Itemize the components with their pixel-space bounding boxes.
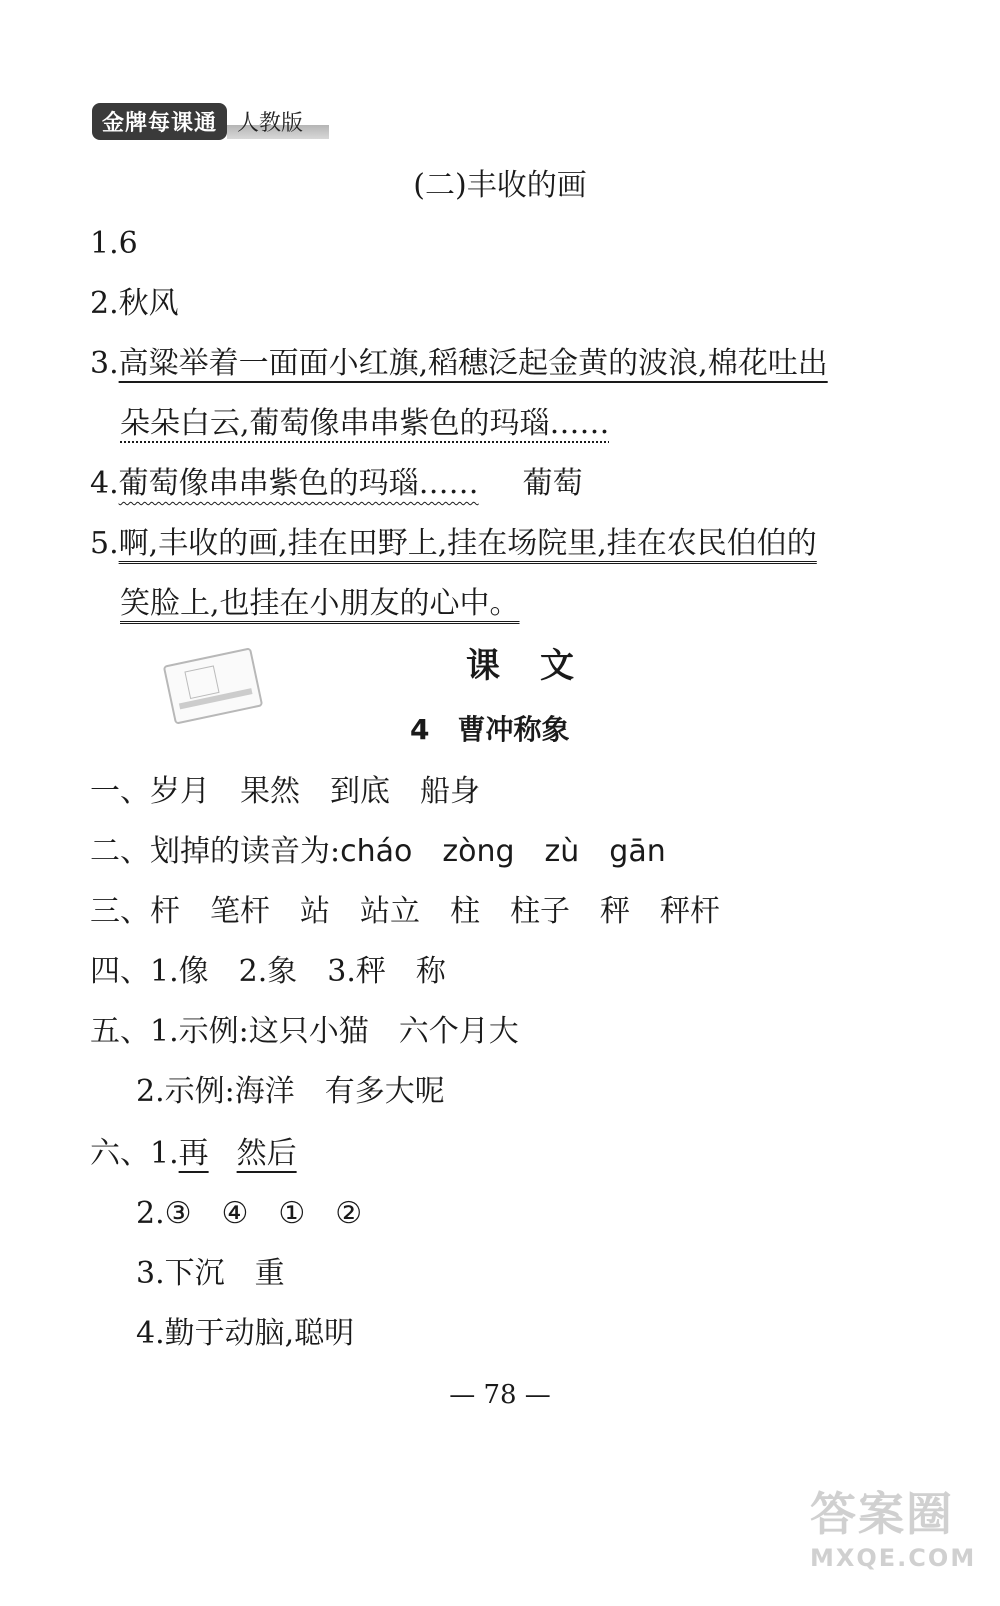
answer-item-1: 1.6 — [90, 226, 138, 261]
answer-item-4: 4.葡萄像串串紫色的玛瑙…… 葡萄 — [90, 466, 583, 501]
answer-item-5-cont — [120, 584, 520, 624]
answer-item-5: 5.啊,丰收的画,挂在田野上,挂在场院里,挂在农民伯伯的 — [90, 526, 817, 561]
answer-q6-1: 六、1.再 然后 — [90, 1136, 297, 1171]
double-underlined-answer-cont: 笑脸上,也挂在小朋友的心中。 — [120, 586, 520, 621]
brand-badge: 金牌每课通 — [92, 103, 227, 140]
kewen-heading: 课文 — [466, 646, 614, 686]
answer-q6-4: 4.勤于动脑,聪明 — [136, 1316, 355, 1351]
double-underlined-answer: 啊,丰收的画,挂在田野上,挂在场院里,挂在农民伯伯的 — [118, 526, 817, 561]
answer-item-3: 3.高粱举着一面面小红旗,稻穗泛起金黄的波浪,棉花吐出 — [90, 346, 828, 381]
answer-q6-3: 3.下沉 重 — [136, 1256, 285, 1291]
underlined-word: 再 — [178, 1136, 209, 1171]
underlined-word: 然后 — [236, 1136, 297, 1171]
answer-q6-2: 2.③ ④ ① ② — [136, 1196, 363, 1231]
series-header — [92, 104, 329, 138]
watermark-logo: 答案圈 MXQE.COM — [810, 1487, 977, 1572]
pinyin-answers: cháo zòng zù gān — [340, 834, 666, 869]
answer-item-2: 2.秋风 — [90, 286, 179, 321]
answer-q5-2: 2.示例:海洋 有多大呢 — [136, 1074, 445, 1109]
wavy-answer: 葡萄像串串紫色的玛瑙…… — [118, 466, 479, 501]
underlined-answer: 高粱举着一面面小红旗,稻穗泛起金黄的波浪,棉花吐出 — [118, 346, 828, 381]
answer-q2: 二、划掉的读音为:cháo zòng zù gān — [90, 834, 666, 869]
answer-q5-1: 五、1.示例:这只小猫 六个月大 — [90, 1014, 519, 1049]
answer-q3: 三、杆 笔杆 站 站立 柱 柱子 秤 秤杆 — [90, 894, 720, 929]
dotted-answer: 朵朵白云,葡萄像串串紫色的玛瑙…… — [120, 406, 610, 441]
page-number: — 78 — — [449, 1380, 551, 1410]
section-title: (二)丰收的画 — [413, 168, 587, 203]
edition-label: 人教版 — [227, 104, 329, 139]
lesson-title: 4 曹冲称象 — [410, 713, 570, 746]
answer-item-3-cont — [120, 404, 610, 444]
answer-q1: 一、岁月 果然 到底 船身 — [90, 774, 480, 809]
answer-q4: 四、1.像 2.象 3.秤 称 — [90, 954, 446, 989]
